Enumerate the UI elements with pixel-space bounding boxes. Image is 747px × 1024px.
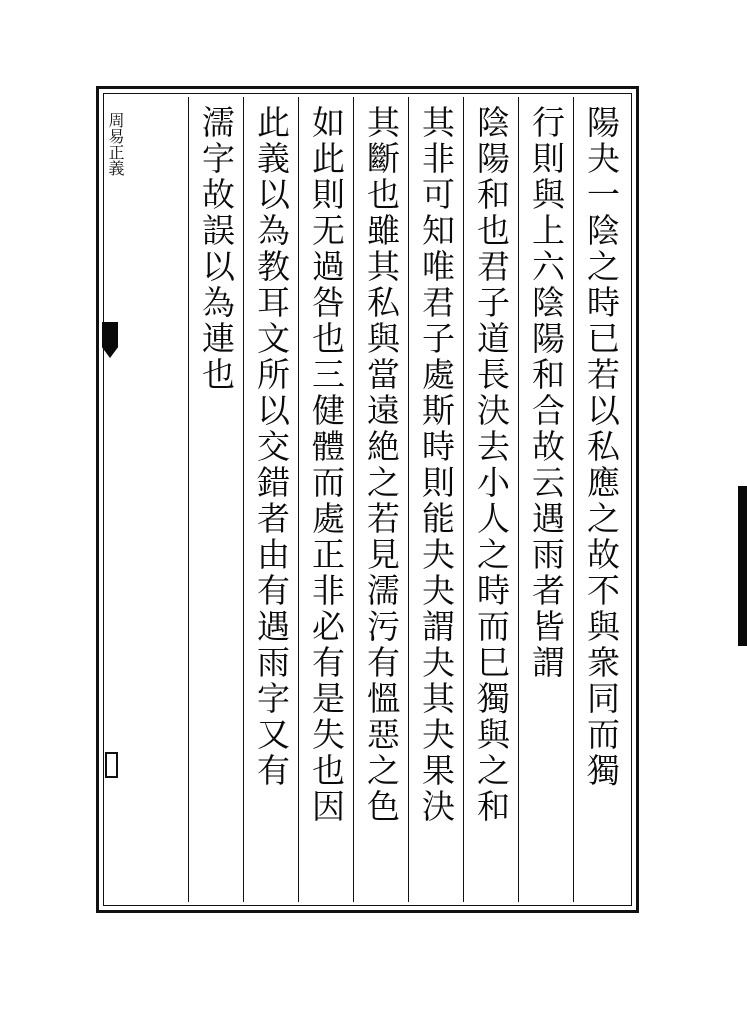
column-text: 其斷也雖其私與當遠絶之若見濡污有慍惡之色 [362,105,401,825]
text-columns [107,97,628,902]
center-fold-strip [96,86,136,913]
text-column [463,97,518,902]
text-column [188,97,243,902]
column-text: 如此則无過咎也三健體而處正非必有是失也因 [307,105,346,825]
text-column [518,97,573,902]
column-text: 行則與上六陰陽和合故云遇雨者皆謂 [527,105,566,681]
fold-strip-title: 周易正義 [106,112,125,176]
column-text: 陽夬一陰之時已若以私應之故不與衆同而獨 [582,105,621,789]
text-block-frame [96,86,639,913]
column-text: 陰陽和也君子道長決去小人之時而巳獨與之和 [472,105,511,825]
text-column [353,97,408,902]
text-column [133,97,188,902]
column-text: 此義以為教耳文所以交錯者由有遇雨字又有 [252,105,291,789]
text-column [408,97,463,902]
text-column [298,97,353,902]
text-column [573,97,628,902]
column-text: 濡字故誤以為連也 [197,105,236,393]
fold-page-number-box [105,752,118,778]
column-text: 其非可知唯君子處斯時則能夬夬謂夬其夬果決 [417,105,456,825]
text-column [243,97,298,902]
page-edge-marker [738,486,747,646]
